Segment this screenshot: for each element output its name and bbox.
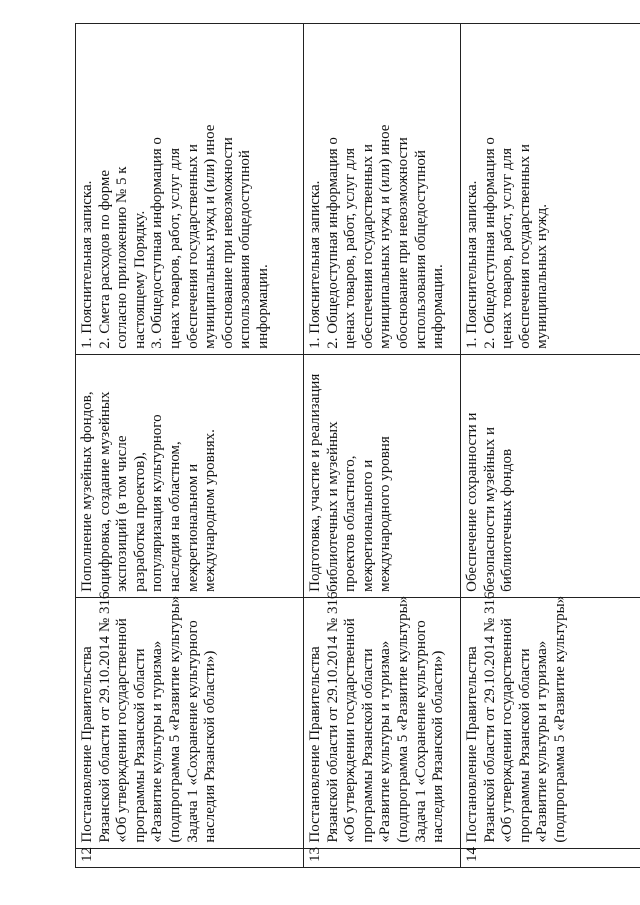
text-line: информации. <box>254 264 271 349</box>
legal-basis-cell <box>461 591 640 848</box>
text-line: 2. Общедоступная информация о <box>324 137 341 349</box>
text-line: использования общедоступной <box>412 150 429 349</box>
text-line: муниципальных нужд. <box>534 204 551 349</box>
text-line: (подпрограмма 5 «Развитие культуры» <box>551 595 568 843</box>
text-line: Рязанской области от 29.10.2014 № 316 <box>324 591 341 843</box>
text-line: разработка проектов), <box>131 452 148 592</box>
text-line: популяризация культурного <box>149 414 166 592</box>
documents-cell <box>461 24 640 355</box>
text-line: библиотечных и музейных <box>324 421 341 592</box>
text-line: Рязанской области от 29.10.2014 № 316 <box>481 591 498 843</box>
activity-cell <box>76 354 304 597</box>
text-line: использования общедоступной <box>237 150 254 349</box>
text-line: «Об утверждении государственной <box>114 618 131 843</box>
text-line: наследия Рязанской области») <box>202 650 219 843</box>
text-line: «Об утверждении государственной <box>499 618 516 843</box>
text-line: проектов областного, <box>342 455 359 592</box>
documents-cell <box>304 24 461 355</box>
text-line: программы Рязанской области <box>131 648 148 843</box>
text-line: (подпрограмма 5 «Развитие культуры» <box>166 595 183 843</box>
text-line: ценах товаров, работ, услуг для <box>499 148 516 349</box>
text-line: «Развитие культуры и туризма» <box>377 640 394 843</box>
text-line: наследия Рязанской области») <box>430 650 447 843</box>
text-line: программы Рязанской области <box>516 648 533 843</box>
text-line: безопасности музейных и <box>481 427 498 592</box>
text-line: Задача 1 «Сохранение культурного <box>184 620 201 843</box>
text-line: программы Рязанской области <box>359 648 376 843</box>
text-line: 2. Смета расходов по форме <box>96 169 113 349</box>
text-line: 1. Пояснительная записка. <box>307 180 323 349</box>
text-line: «Развитие культуры и туризма» <box>534 640 551 843</box>
document-table <box>75 23 640 868</box>
text-line: обоснование при невозможности <box>219 137 236 349</box>
text-line: Постановление Правительства <box>79 646 95 843</box>
text-line: ценах товаров, работ, услуг для <box>166 148 183 349</box>
table-body <box>76 24 640 868</box>
text-line: межрегионального и <box>359 459 376 592</box>
text-line: библиотечных фондов <box>499 448 516 592</box>
row-number: 12 <box>76 848 304 867</box>
text-line: международного уровня <box>377 436 394 592</box>
text-line: Рязанской области от 29.10.2014 № 316 <box>96 591 113 843</box>
text-line: согласно приложению № 5 к <box>114 166 131 349</box>
rotated-page <box>75 23 640 868</box>
text-line: Постановление Правительства <box>464 646 480 843</box>
legal-basis-cell <box>76 591 304 848</box>
text-line: муниципальных нужд и (или) иное <box>202 124 219 349</box>
text-line: наследия на областном, <box>166 441 183 592</box>
activity-cell <box>304 354 461 597</box>
text-line: Пополнение музейных фондов, <box>79 391 95 592</box>
text-line: межрегиональном и <box>184 463 201 592</box>
row-number: 13 <box>304 848 461 867</box>
text-line: настоящему Порядку. <box>131 210 148 349</box>
text-line: обеспечения государственных и <box>184 144 201 349</box>
text-line: 1. Пояснительная записка. <box>79 180 95 349</box>
text-line: обеспечения государственных и <box>516 144 533 349</box>
text-line: Подготовка, участие и реализация <box>307 373 323 592</box>
row-number: 14 <box>461 848 640 867</box>
text-line: «Развитие культуры и туризма» <box>149 640 166 843</box>
text-line: (подпрограмма 5 «Развитие культуры» <box>394 595 411 843</box>
text-line: 3. Общедоступная информация о <box>149 137 166 349</box>
text-line: Постановление Правительства <box>307 646 323 843</box>
text-line: 1. Пояснительная записка. <box>464 180 480 349</box>
text-line: 2. Общедоступная информация о <box>481 137 498 349</box>
text-line: обеспечения государственных и <box>359 144 376 349</box>
text-line: обоснование при невозможности <box>394 137 411 349</box>
documents-cell <box>76 24 304 355</box>
table-row <box>461 24 640 868</box>
text-line: ценах товаров, работ, услуг для <box>342 148 359 349</box>
text-line: Обеспечение сохранности и <box>464 412 480 592</box>
text-line: экспозиций (в том числе <box>114 435 131 592</box>
legal-basis-cell <box>304 591 461 848</box>
table-row <box>304 24 461 868</box>
activity-cell <box>461 354 640 597</box>
text-line: оцифровка, создание музейных <box>96 391 113 592</box>
text-line: «Об утверждении государственной <box>342 618 359 843</box>
text-line: Задача 1 «Сохранение культурного <box>412 620 429 843</box>
text-line: муниципальных нужд и (или) иное <box>377 124 394 349</box>
table-row <box>76 24 304 868</box>
text-line: международном уровнях. <box>202 429 219 592</box>
text-line: информации. <box>430 264 447 349</box>
